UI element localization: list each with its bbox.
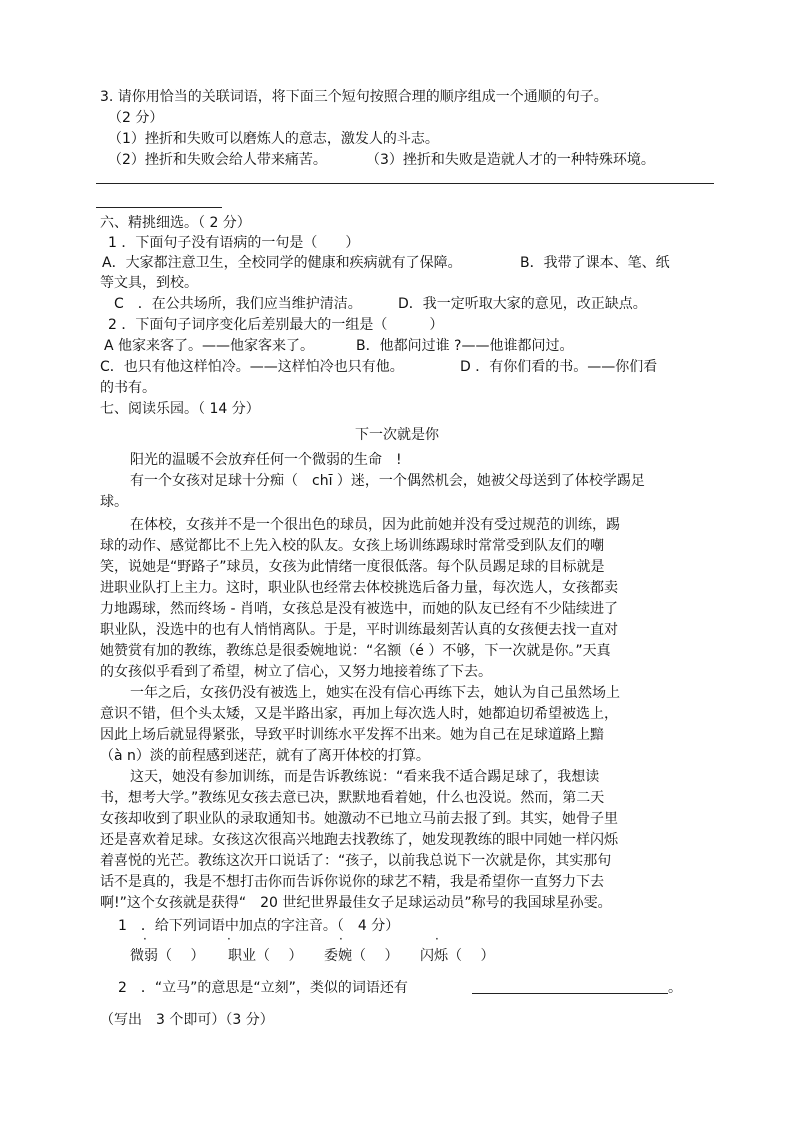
q3-prompt: 3. 请你用恰当的关联词语，将下面三个短句按照合理的顺序组成一个通顺的句子。	[100, 89, 608, 105]
passage-line: 的女孩似乎看到了希望，树立了信心，又努力地接着练了下去。	[100, 664, 492, 680]
passage-line: 因此上场后就显得紧张，导致平时训练水平发挥不出来。她为自己在足球道路上黯	[100, 727, 604, 743]
passage-line: 意识不错，但个头太矮，又是半路出家，再加上每次选人时，她都迫切希望被选上，	[100, 706, 618, 722]
passage-line: 一年之后，女孩仍没有被选上，她实在没有信心再练下去，她认为自己虽然场上	[130, 685, 620, 701]
s7-q1-stem: 1 ．给下列词语中加点的字注音。（ 4 分）	[118, 918, 400, 934]
s6-q2-option-b: B．他都问过谁 ?——他谁都问过。	[356, 338, 574, 354]
passage-line: 这天，她没有参加训练，而是告诉教练说：“看来我不适合踢足球了，我想读	[130, 769, 600, 785]
s7-q1-word-4: 闪烁（ ）	[420, 948, 495, 964]
section-6-heading: 六、精挑细选。（ 2 分）	[100, 215, 251, 231]
s7-q1-word-3: 委婉（ ）	[324, 948, 399, 964]
s7-q1-word-2: 职业（ ）	[228, 948, 303, 964]
q3-item-2: （2）挫折和失败会给人带来痛苦。	[108, 152, 327, 168]
passage-line: 她赞赏有加的教练，教练总是很委婉地说：“名额（é ）不够，下一次就是你。”天真	[100, 643, 611, 659]
s7-q1-word-1: 微弱（ ）	[130, 948, 205, 964]
s6-q1-option-b-cont: 等文具，到校。	[100, 275, 198, 291]
passage-line: 啊!”这个女孩就是获得“ 20 世纪世界最佳女子足球运动员”称号的我国球星孙雯。	[100, 895, 612, 911]
passage-title: 下一次就是你	[355, 427, 439, 443]
q3-score: （2 分）	[108, 110, 164, 126]
s6-q2-stem: 2 ．下面句子词序变化后差别最大的一组是（ ）	[108, 317, 444, 333]
emphasis-dot: ·	[143, 932, 147, 946]
s6-q1-option-b: B．我带了课本、笔、纸	[520, 255, 670, 271]
passage-line: 阳光的温暖不会放弃任何一个微弱的生命 !	[130, 452, 402, 468]
passage-line: 书，想考大学。”教练见女孩去意已决，默默地看着她，什么也没说。然而，第二天	[100, 790, 605, 806]
s7-q2-note: （写出 3 个即可）（3 分）	[100, 1012, 274, 1028]
s7-q2-end: 。	[668, 980, 682, 996]
s7-q2-stem: 2 ．“立马”的意思是“立刻”，类似的词语还有	[118, 980, 408, 996]
passage-line: 球的动作、感觉都比不上先入校的队友。女孩上场训练踢球时常常受到队友们的嘲	[100, 538, 604, 554]
answer-line-short	[96, 207, 222, 208]
s6-q1-option-d: D．我一定听取大家的意见，改正缺点。	[398, 296, 647, 312]
emphasis-dot: ·	[435, 932, 439, 946]
answer-line	[472, 993, 668, 994]
s6-q1-option-a: A．大家都注意卫生，全校同学的健康和疾病就有了保障。	[102, 255, 462, 271]
passage-line: 还是喜欢着足球。女孩这次很高兴地跑去找教练了，她发现教练的眼中同她一样闪烁	[100, 832, 618, 848]
passage-line: 进职业队打上主力。这时，职业队也经常去体校挑选后备力量，每次选人，女孩都卖	[100, 580, 618, 596]
s6-q2-option-d-cont: 的书有。	[100, 380, 156, 396]
passage-line: 话不是真的，我是不想打击你而告诉你说你的球艺不精，我是希望你一直努力下去	[100, 874, 604, 890]
passage-line: 球。	[100, 494, 128, 510]
q3-item-1: （1）挫折和失败可以磨炼人的意志，激发人的斗志。	[108, 131, 439, 147]
s6-q1-stem: 1 ．下面句子没有语病的一句是（ ）	[108, 235, 360, 251]
s6-q2-option-c: C．也只有他这样怕冷。——这样怕冷也只有他。	[100, 359, 404, 375]
passage-line: 有一个女孩对足球十分痴（ chī ）迷，一个偶然机会，她被父母送到了体校学踢足	[130, 473, 645, 489]
s6-q2-option-a: A 他家来客了。——他家客来了。	[104, 338, 315, 354]
passage-line: 女孩却收到了职业队的录取通知书。她激动不已地立马前去报了到。其实，她骨子里	[100, 811, 618, 827]
passage-line: 笑，说她是“野路子”球员，女孩为此情绪一度很低落。每个队员踢足球的目标就是	[100, 559, 605, 575]
passage-line: 在体校，女孩并不是一个很出色的球员，因为此前她并没有受过规范的训练，踢	[130, 517, 620, 533]
passage-line: 职业队，没选中的也有人悄悄离队。于是，平时训练最刻苦认真的女孩便去找一直对	[100, 622, 618, 638]
q3-item-3: （3）挫折和失败是造就人才的一种特殊环境。	[366, 152, 655, 168]
answer-line	[96, 183, 714, 184]
emphasis-dot: ·	[339, 932, 343, 946]
s6-q2-option-d: D ．有你们看的书。——你们看	[460, 359, 658, 375]
s6-q1-option-c: C ．在公共场所，我们应当维护清洁。	[114, 296, 362, 312]
passage-line: 着喜悦的光芒。教练这次开口说话了：“孩子，以前我总说下一次就是你，其实那句	[100, 853, 612, 869]
passage-line: 力地踢球，然而终场 - 肖哨，女孩总是没有被选中，而她的队友已经有不少陆续进了	[100, 601, 618, 617]
section-7-heading: 七、阅读乐园。（ 14 分）	[100, 401, 260, 417]
passage-line: （à n）淡的前程感到迷茫，就有了离开体校的打算。	[100, 748, 430, 764]
emphasis-dot: ·	[227, 932, 231, 946]
